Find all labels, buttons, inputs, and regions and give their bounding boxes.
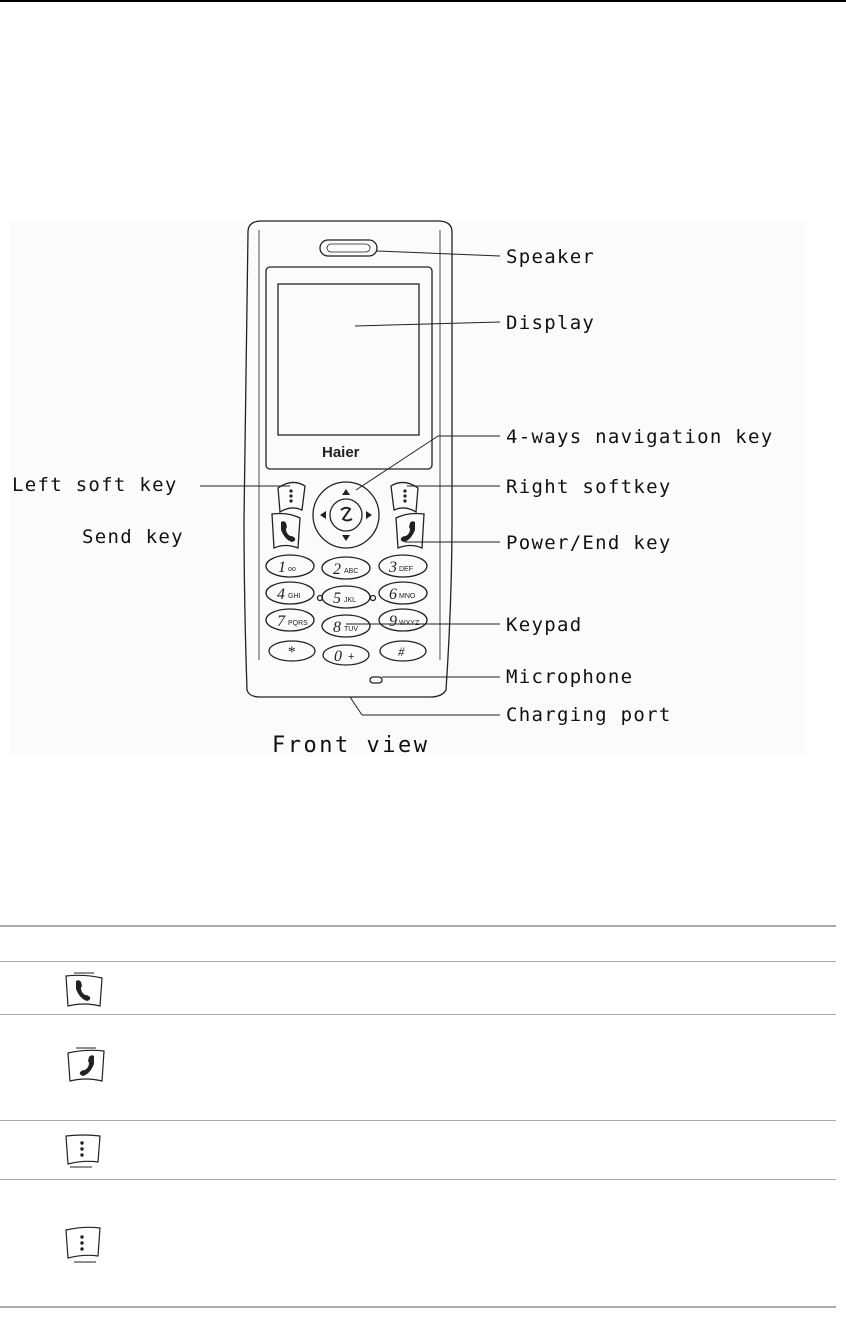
microphone-hole — [370, 677, 382, 683]
label-display: Display — [506, 312, 596, 334]
key-0 — [323, 645, 369, 665]
label-keypad: Keypad — [506, 614, 583, 636]
label-charging-port: Charging port — [506, 704, 672, 726]
key-4-letters: GHI — [288, 593, 301, 600]
key-3-letters: DEF — [399, 566, 413, 573]
end-key-icon — [60, 1045, 110, 1085]
key-6-letters: MNO — [399, 593, 416, 600]
key-6-digit: 6 — [389, 586, 397, 603]
key-hash-symbol: # — [398, 644, 405, 659]
key-star-symbol: * — [287, 644, 295, 661]
brand-logo: Haier — [322, 444, 360, 461]
label-send-key: Send key — [82, 526, 184, 548]
speaker-grille — [320, 240, 377, 256]
table-row — [0, 962, 836, 1015]
key-2-letters: ABC — [344, 568, 359, 575]
key-9-digit: 9 — [389, 613, 397, 630]
key-function-table — [0, 925, 836, 1308]
key-5-letters: JKL — [344, 597, 357, 604]
table-header-row — [0, 925, 836, 962]
label-speaker: Speaker — [506, 246, 596, 268]
label-power-end-key: Power/End key — [506, 532, 672, 554]
label-microphone: Microphone — [506, 666, 634, 688]
left-soft-key-icon — [60, 1130, 110, 1170]
key-2-digit: 2 — [333, 561, 341, 578]
key-5-digit: 5 — [333, 590, 341, 607]
key-4-digit: 4 — [277, 586, 285, 603]
key-7-digit: 7 — [277, 613, 285, 630]
display-screen — [278, 284, 419, 435]
label-navigation-key: 4-ways navigation key — [506, 426, 774, 448]
key-1-digit: 1 — [278, 559, 286, 576]
key-7-letters: PQRS — [288, 620, 308, 627]
key-9-letters: WXYZ — [399, 620, 420, 627]
key-8-letters: TUV — [344, 626, 358, 633]
figure-caption: Front view — [272, 733, 430, 758]
display-outer-frame — [266, 267, 432, 469]
table-row — [0, 1121, 836, 1180]
send-key-icon — [60, 970, 110, 1010]
key-0-letters: + — [348, 651, 355, 663]
right-soft-key-icon — [60, 1222, 110, 1266]
key-3-digit: 3 — [389, 559, 397, 576]
label-right-soft-key: Right softkey — [506, 476, 672, 498]
key-8-digit: 8 — [333, 619, 341, 636]
label-left-soft-key: Left soft key — [12, 474, 178, 496]
key-1-letters: oo — [288, 566, 296, 573]
key-0-digit: 0 — [334, 648, 342, 665]
table-row — [0, 1015, 836, 1121]
table-row — [0, 1180, 836, 1308]
